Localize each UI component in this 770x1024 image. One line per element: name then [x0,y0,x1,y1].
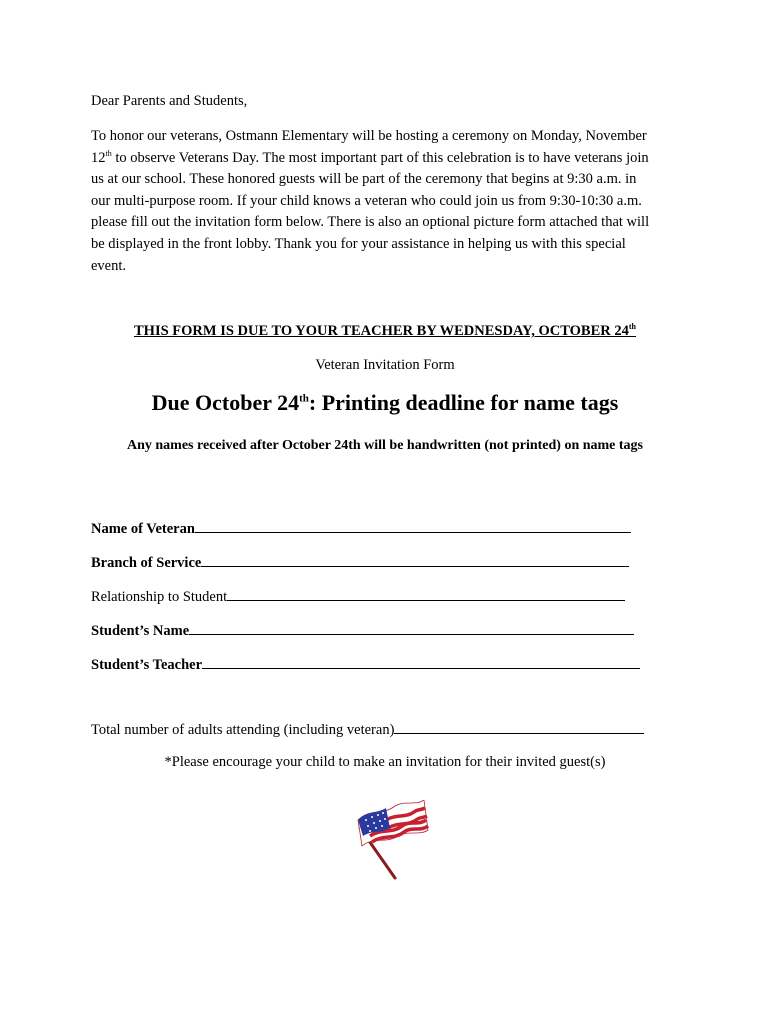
date-suffix: th [105,148,112,158]
due-notice [0,323,770,340]
student-name-field [91,620,634,640]
salutation: Dear Parents and Students, [91,93,248,109]
branch-of-service-field [91,552,629,572]
form-title: Veteran Invitation Form [315,357,455,373]
intro-line: event. [91,257,127,274]
deadline-text: : Printing deadline for name tags [308,390,619,415]
student-teacher-field [91,654,640,674]
intro-line: be displayed in the front lobby. Thank you for your assistance in helping us with this special [91,235,626,252]
relationship-blank[interactable] [227,586,625,601]
branch-of-service-blank[interactable] [201,552,629,567]
intro-line: To honor our veterans, Ostmann Elementary will be hosting a ceremony on Monday, November [91,128,647,144]
due-notice-text: THIS FORM IS DUE TO YOUR TEACHER BY WEDNESDAY, OCTOBER 24 [134,323,629,339]
deadline-heading [0,390,770,416]
intro-line [91,148,691,170]
date-number: 12 [91,149,106,166]
student-name-blank[interactable] [189,620,634,635]
intro-line: please fill out the invitation form below. There is also an optional picture form attached that will [91,214,650,231]
due-notice-suffix: th [628,322,636,332]
encourage-note: *Please encourage your child to make an invitation for their invited guest(s) [164,754,606,770]
relationship-label: Relationship to Student [91,589,228,605]
total-adults-label: Total number of adults attending (including veteran) [91,722,395,738]
veteran-name-blank[interactable] [195,518,631,533]
intro-line: us at our school. These honored guests will be part of the ceremony that begins at 9:30 a.m. in [91,171,637,188]
veteran-name-label: Name of Veteran [91,521,195,537]
american-flag-icon [350,800,430,880]
handwritten-note: Any names received after October 24th will be handwritten (not printed) on name tags [126,438,644,453]
veteran-name-field [91,518,631,538]
relationship-field [91,586,625,606]
intro-paragraph [91,126,691,277]
student-name-label: Student’s Name [91,623,190,639]
student-teacher-blank[interactable] [202,654,640,669]
deadline-suffix-sup: th [299,392,309,405]
total-adults-field [91,719,644,739]
student-teacher-label: Student’s Teacher [91,657,203,673]
total-adults-blank[interactable] [394,719,644,734]
deadline-prefix: Due October 24 [151,390,300,415]
intro-line-rest: to observe Veterans Day. The most important part of this celebration is to have veterans join [111,149,649,166]
intro-line: our multi-purpose room. If your child knows a veteran who could join us from 9:30-10:30 a.m. [91,192,642,209]
branch-of-service-label: Branch of Service [91,555,202,571]
